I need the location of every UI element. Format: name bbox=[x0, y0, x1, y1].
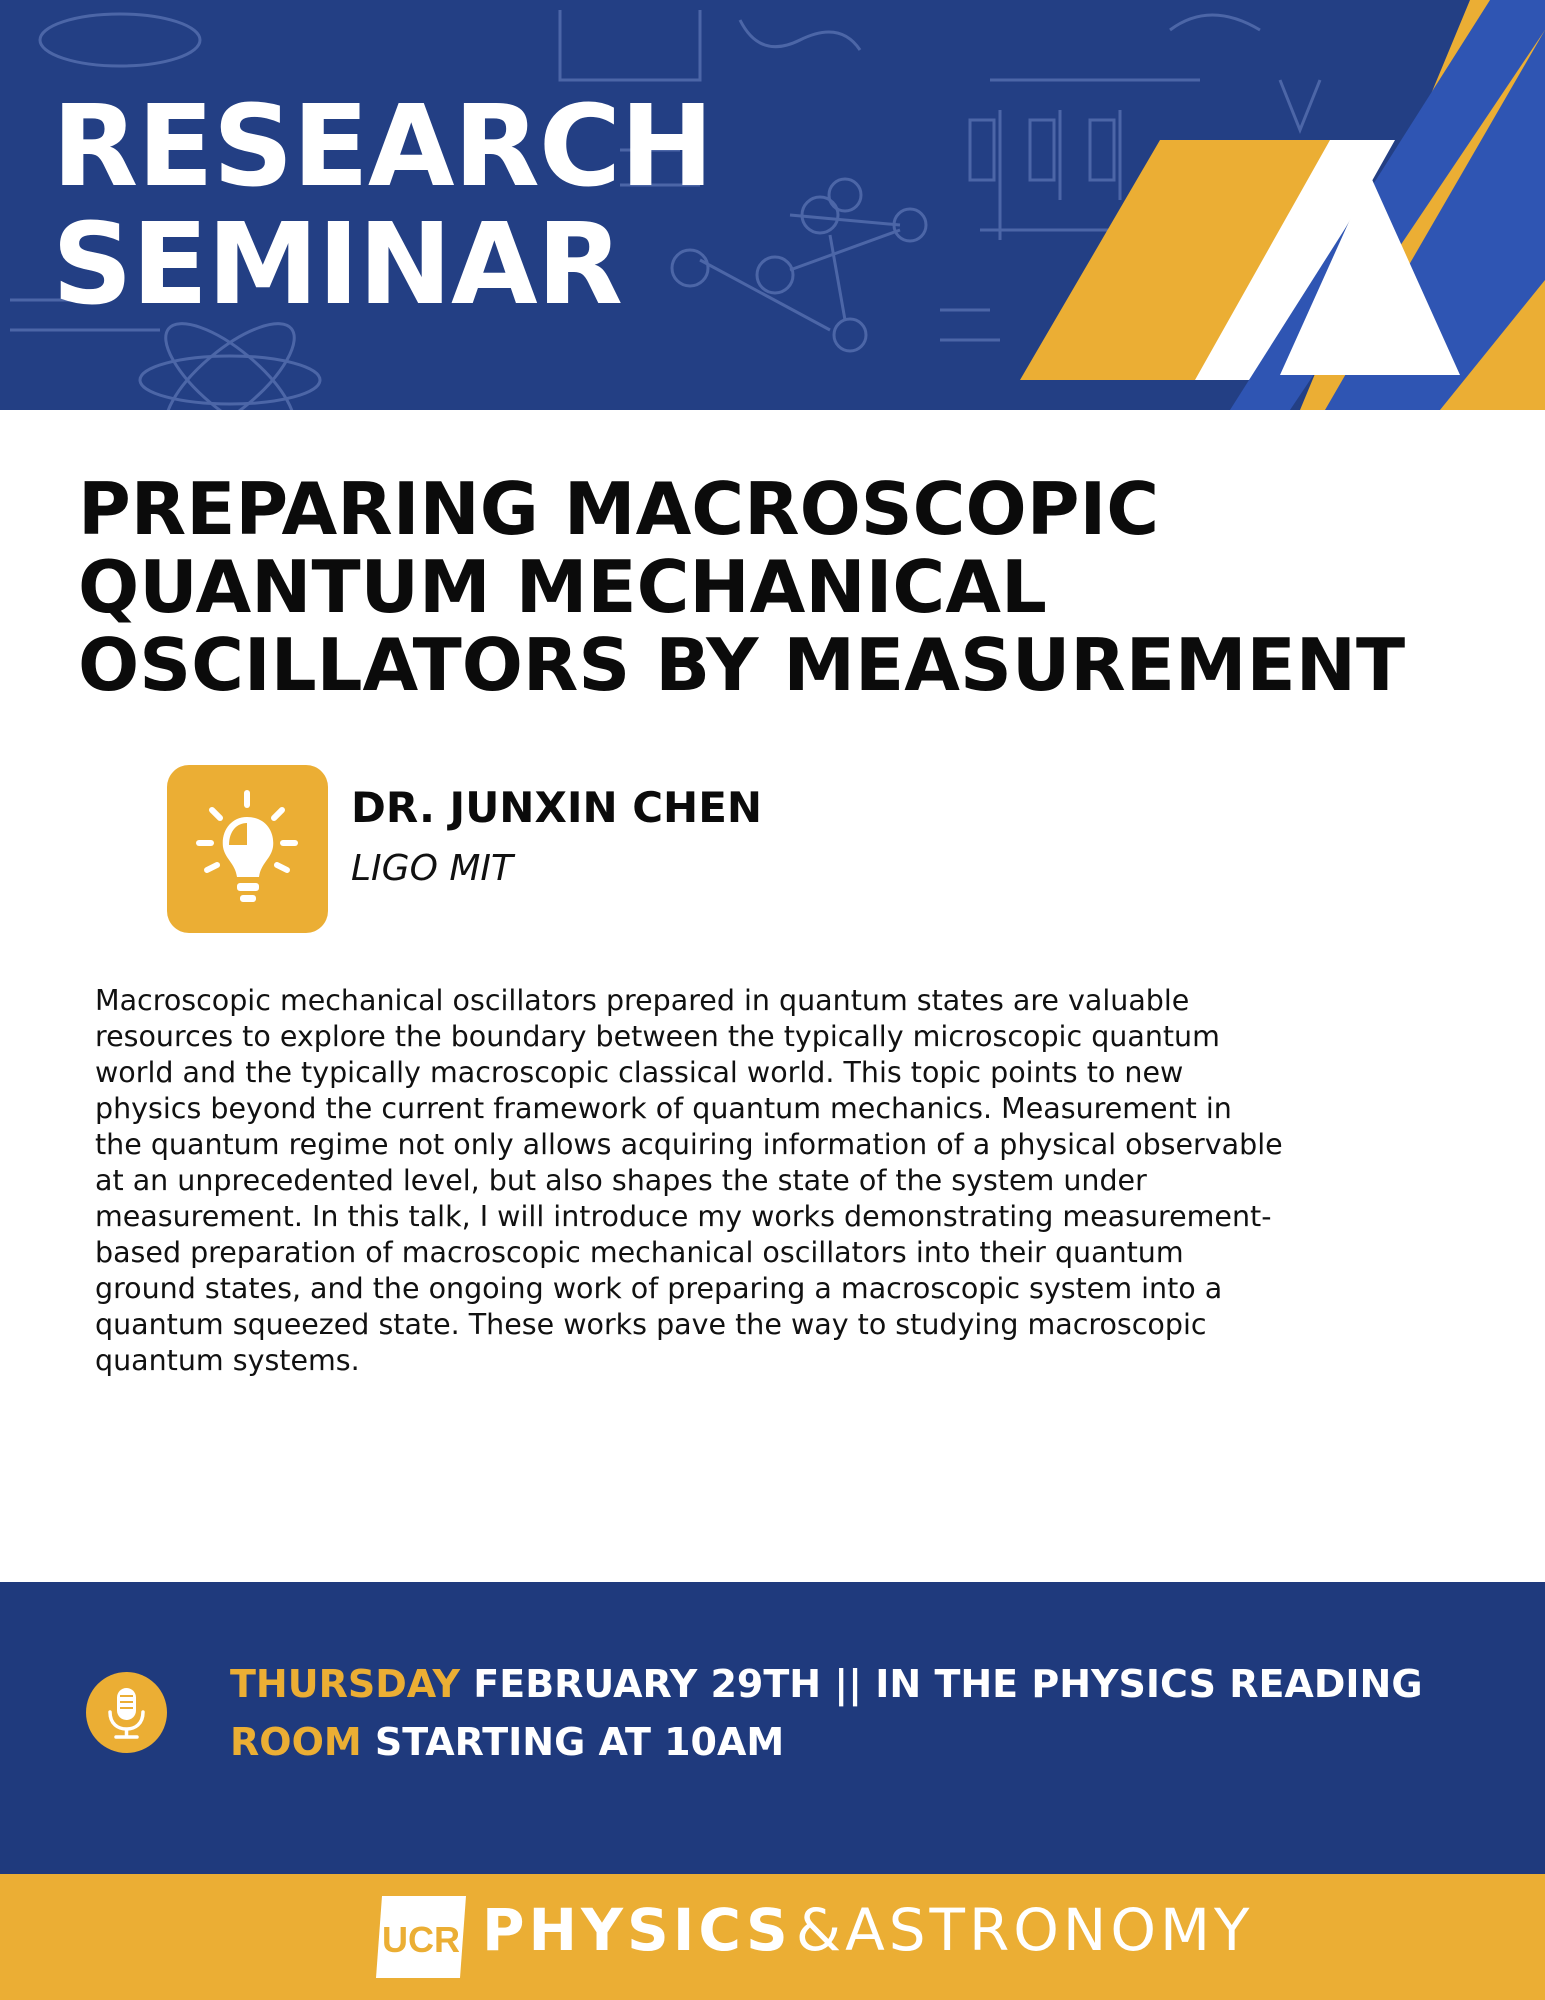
speaker-name: DR. JUNXIN CHEN bbox=[351, 783, 763, 832]
event-date-text: FEBRUARY 29TH || IN THE PHYSICS READING bbox=[473, 1662, 1423, 1706]
abstract-line: at an unprecedented level, but also shapes the state of the system under bbox=[95, 1164, 1147, 1197]
talk-title-line: OSCILLATORS BY MEASUREMENT bbox=[78, 623, 1406, 707]
abstract-line: measurement. In this talk, I will introduce my works demonstrating measurement- bbox=[95, 1200, 1272, 1233]
abstract-line: physics beyond the current framework of quantum mechanics. Measurement in bbox=[95, 1092, 1232, 1125]
department-name-physics: PHYSICS bbox=[482, 1896, 792, 1964]
abstract-line: world and the typically macroscopic classical world. This topic points to new bbox=[95, 1056, 1184, 1089]
event-time-text: STARTING AT 10AM bbox=[374, 1720, 785, 1764]
speaker-affiliation: LIGO MIT bbox=[351, 848, 514, 889]
header-banner bbox=[0, 0, 1545, 410]
lightbulb-icon bbox=[167, 765, 328, 933]
abstract-line: based preparation of macroscopic mechanical oscillators into their quantum bbox=[95, 1236, 1184, 1269]
department-name-astronomy: ASTRONOMY bbox=[845, 1896, 1254, 1964]
seminar-heading-line2: SEMINAR bbox=[52, 200, 622, 330]
abstract-line: ground states, and the ongoing work of preparing a macroscopic system into a bbox=[95, 1272, 1223, 1305]
talk-title bbox=[78, 467, 1498, 707]
abstract-line: resources to explore the boundary between the typically microscopic quantum bbox=[95, 1020, 1220, 1053]
abstract-line: quantum systems. bbox=[95, 1344, 360, 1377]
abstract-paragraph bbox=[95, 983, 1495, 1379]
abstract-line: the quantum regime not only allows acquiring information of a physical observable bbox=[95, 1128, 1283, 1161]
ucr-logo bbox=[374, 1892, 470, 1982]
event-day: THURSDAY bbox=[230, 1662, 461, 1706]
event-room-word: ROOM bbox=[230, 1720, 362, 1764]
department-name-ampersand: & bbox=[795, 1896, 842, 1964]
svg-text:UCR: UCR bbox=[382, 1919, 460, 1960]
angled-triangle-graphic bbox=[0, 0, 1545, 410]
microphone-icon bbox=[86, 1672, 167, 1753]
seminar-heading-line1: RESEARCH bbox=[52, 82, 713, 212]
event-date-location bbox=[230, 1662, 1423, 1706]
speaker-icon-tile bbox=[167, 765, 328, 933]
event-time bbox=[230, 1720, 784, 1764]
talk-title-line: PREPARING MACROSCOPIC bbox=[78, 467, 1160, 551]
department-name bbox=[482, 1896, 1253, 1964]
abstract-line: Macroscopic mechanical oscillators prepared in quantum states are valuable bbox=[95, 984, 1190, 1017]
abstract-line: quantum squeezed state. These works pave the way to studying macroscopic bbox=[95, 1308, 1207, 1341]
microphone-badge bbox=[86, 1672, 167, 1753]
talk-title-line: QUANTUM MECHANICAL bbox=[78, 545, 1047, 629]
